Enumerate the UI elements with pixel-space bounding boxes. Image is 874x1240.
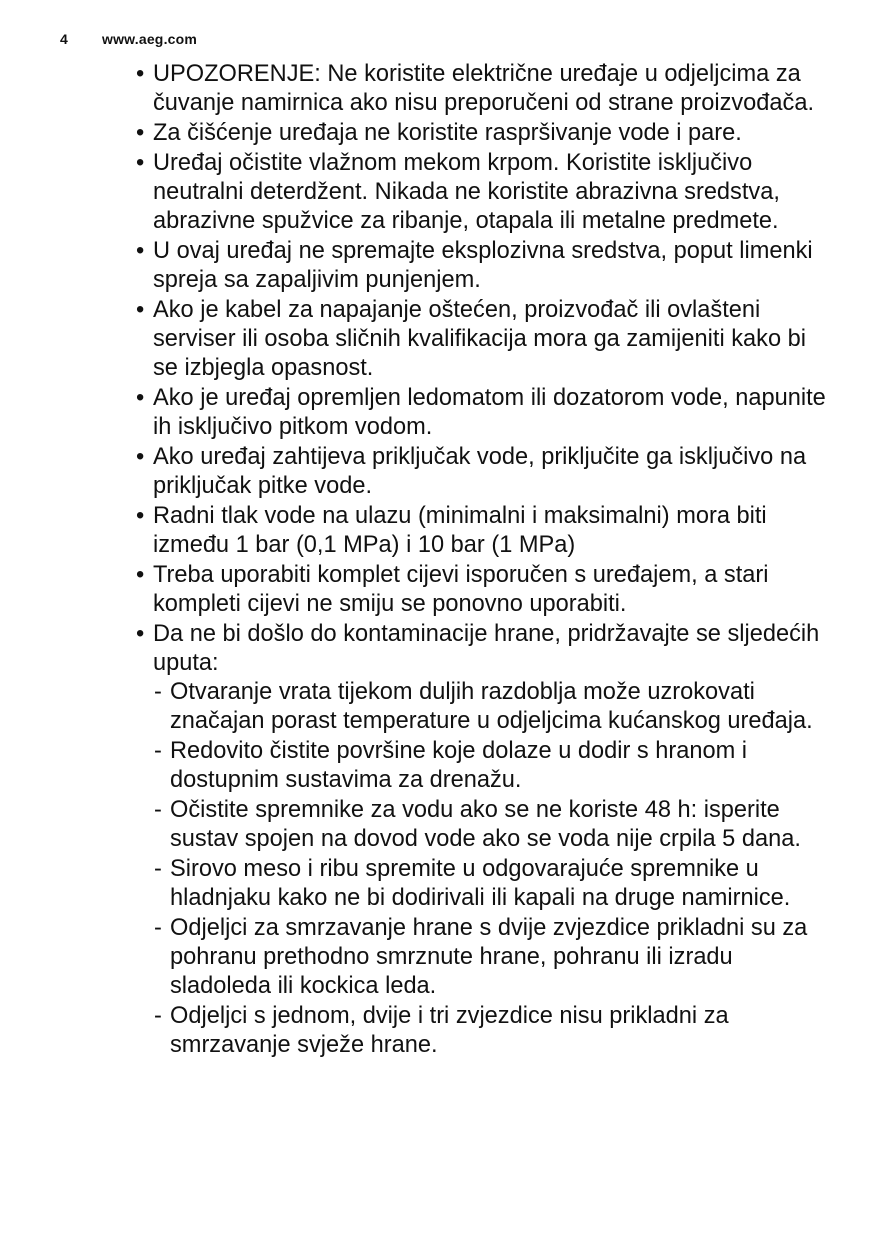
list-item-text: • Da ne bi došlo do kontaminacije hrane, pridržavajte se sljedećih uputa: [153,621,820,676]
sub-list-item-text: - Odjeljci s jednom, dvije i tri zvjezdice nisu prikladni za smrzavanje svježe hrane. [170,1003,729,1058]
list-item [136,237,836,295]
sub-list-item-text: - Očistite spremnike za vodu ako se ne koriste 48 h: isperite sustav spojen na dovod vode ako se voda nije crpila 5 dana. [170,797,801,852]
list-item [136,296,836,383]
list-item-text: • Ako uređaj zahtijeva priključak vode, priključite ga isključivo na priključak pitke vode. [153,444,807,499]
safety-instructions [136,60,836,1061]
list-item-text: • Ako je kabel za napajanje oštećen, proizvođač ili ovlašteni serviser ili osoba sličnih kvalifikacija mora ga zamijeniti kako bi se izbjegla opasnost. [153,297,807,381]
sub-list-item [153,737,836,795]
bullet-list [136,60,836,1060]
list-item [136,384,836,442]
sub-list-item [153,1002,836,1060]
sub-list-item [153,914,836,1001]
list-item-text: • U ovaj uređaj ne spremajte eksplozivna sredstva, poput limenki spreja sa zapaljivim punjenjem. [153,238,813,293]
list-item [136,620,836,1060]
sub-list-item [153,796,836,854]
sub-list-item [153,678,836,736]
list-item [136,119,836,148]
website-url: www.aeg.com [102,31,198,47]
sub-list-item-text: - Sirovo meso i ribu spremite u odgovarajuće spremnike u hladnjaku kako ne bi dodirivali ili kapali na druge namirnice. [170,856,791,911]
list-item-text: • Uređaj očistite vlažnom mekom krpom. Koristite isključivo neutralni deterdžent. Nikada ne koristite abrazivna sredstva, abrazivne spužvice za ribanje, otapala ili metalne predmete. [153,150,780,234]
list-item-text: • Za čišćenje uređaja ne koristite raspršivanje vode i pare. [153,120,742,146]
list-item-text: • Radni tlak vode na ulazu (minimalni i maksimalni) mora biti između 1 bar (0,1 MPa) i 10 bar (1 MPa) [153,503,767,558]
list-item [136,561,836,619]
sub-list-item [153,855,836,913]
sub-list-item-text: - Otvaranje vrata tijekom duljih razdoblja može uzrokovati značajan porast temperature u odjeljcima kućanskog uređaja. [170,679,813,734]
list-item-text: • Ako je uređaj opremljen ledomatom ili dozatorom vode, napunite ih isključivo pitkom vodom. [153,385,826,440]
sub-list-item-text: - Odjeljci za smrzavanje hrane s dvije zvjezdice prikladni su za pohranu prethodno smrznute hrane, pohranu ili izradu sladoleda ili kockica leda. [170,915,808,999]
sub-list-item-text: - Redovito čistite površine koje dolaze u dodir s hranom i dostupnim sustavima za drenažu. [170,738,748,793]
page-header [60,31,197,47]
list-item [136,149,836,236]
page-number: 4 [60,31,68,47]
list-item [136,502,836,560]
list-item [136,443,836,501]
list-item [136,60,836,118]
sub-list [153,678,836,1060]
list-item-text: • UPOZORENJE: Ne koristite električne uređaje u odjeljcima za čuvanje namirnica ako nisu preporučeni od strane proizvođača. [153,61,815,116]
list-item-text: • Treba uporabiti komplet cijevi isporučen s uređajem, a stari kompleti cijevi ne smiju se ponovno uporabiti. [153,562,769,617]
